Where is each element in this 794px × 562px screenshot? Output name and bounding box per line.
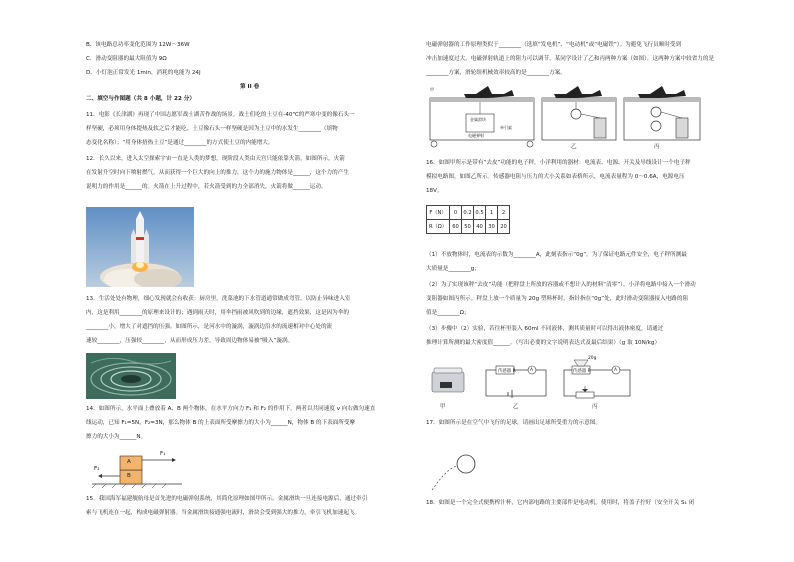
section-title: 第 II 卷 xyxy=(240,84,260,90)
q16-line-3: 18V。 xyxy=(426,188,443,194)
q13-line-1: 13．生活处处有物理，细心发现就会有收获：厨房里，洗菜池的下水管道通常做成弯管，以防止异味进入室 xyxy=(86,296,351,302)
force-resistance-table xyxy=(426,205,510,234)
ammeter-yi-label: A xyxy=(530,368,534,373)
fig15-jia-label: 甲 xyxy=(430,87,434,92)
q12-line-3: 说明力的作用是______的。火箭在上升过程中，若火箭受到的力全部消失，火箭将做______运动。 xyxy=(86,184,327,190)
table-cell: 30 xyxy=(486,220,498,234)
circuit-yi-sensor-label: 传感器 R xyxy=(498,369,516,374)
cup-mass-label: 20g xyxy=(588,356,597,361)
q12-line-2: 在发射升空时向下喷射燃气，从而获得一个巨大的向上的推力，这个力的施力物体是______，这个力的产生 xyxy=(86,170,349,176)
table-cell: 20 xyxy=(498,220,510,234)
fig15-slider-label: 金属滑块 xyxy=(470,117,486,122)
table-cell: 0.2 xyxy=(462,206,474,220)
fig16-yi-label: 乙 xyxy=(513,404,519,410)
q11-line-2: 样坚硬，必须用身体提热及软之后才能吃。土豆像石头一样坚硬是因为土豆中的水发生________（填物 xyxy=(86,126,338,132)
q16-line-2: 模拟电路图，如图乙所示。传感器电阻与压力的大小关系如表格所示，电流表量程为 0～0.6A，电源电压 xyxy=(426,174,685,180)
table-row xyxy=(427,220,510,234)
circuit-bing-sensor-label: 传感器 R xyxy=(573,369,591,374)
q14-line-1: 14．如图所示，水平面上叠放着 A、B 两个物体，在水平方向力 F₁ 和 F₂ 的作用下，两者以共同速度 v 向右做匀速直 xyxy=(86,406,376,412)
football-figure xyxy=(430,444,500,494)
ammeter-bing-label: A xyxy=(614,368,618,373)
catapult-figures xyxy=(426,84,706,156)
q15c-line-1: 电磁弹射器的工作原理类似于________（选填“发电机”、“电动机”或“电磁铁”）。为避免飞行员顺时受到 xyxy=(426,42,682,48)
table-cell: 0.5 xyxy=(474,206,486,220)
table-cell: 50 xyxy=(462,220,474,234)
blocks-figure xyxy=(92,448,182,488)
force-f2-label: F₂ xyxy=(94,466,100,472)
fig15-yi-label: 乙 xyxy=(571,144,577,150)
q16-2-line-1: （2）为了实现该秤“去皮”功能（把秤盘上所放的容器或不想计入的材料“清零”）。小洋将电路中接入一个滑动 xyxy=(426,282,696,288)
q16-2-line-2: 变阻器如图丙所示。秤盘上放一个质量为 20g 塑料杯时，指针指在“0g”处，此时滑动变阻器接入电路的阻 xyxy=(426,296,689,302)
q14-line-2: 线运动，已知 F₁=5N，F₂=3N，那么物体 B 的上表面所受摩擦力的大小为______N，物体 B 的下表面所受摩 xyxy=(86,420,356,426)
table-cell: 2 xyxy=(498,206,510,220)
fig16-bing-label: 丙 xyxy=(592,404,598,410)
q14-line-3: 擦力的大小为______N。 xyxy=(86,434,147,440)
option-c: C．滑动变阻器的最大阻值为 9Ω xyxy=(86,56,167,62)
q16-3-line-2: 推理计算所测的最大密度值______。（写出必要的文字说明表达式及最后结果）（g 取 10N/kg） xyxy=(426,340,661,346)
q16-line-1: 16．如图甲所示是带有“去皮”功能的电子秤，小洋利用的器材：电流表、电源、开关及导线设计一个电子秤 xyxy=(426,160,691,166)
fig15-bing-label: 丙 xyxy=(654,144,660,150)
q16-2-line-3: 值是________Ω； xyxy=(426,310,470,316)
option-b: B．该电路总功率变化范围为 12W～36W xyxy=(86,42,190,48)
table-head-f: F（N） xyxy=(427,206,450,220)
q11-line-3: 态变化名称）；“用身体捂热土豆”是通过________的方式使土豆的内能增大。 xyxy=(86,140,274,146)
table-cell: 1 xyxy=(486,206,498,220)
force-f1-label: F₁ xyxy=(160,451,166,457)
table-head-r: R（Ω） xyxy=(427,220,450,234)
q16-1-line-1: （1）不放物体时，电流表的示数为________A，此刻表指示“0g”。为了保证电路元件安全，电子秤所测最 xyxy=(426,252,687,258)
whirlpool-photo xyxy=(86,353,176,399)
q12-line-1: 12．长久以来，进入太空探索宇宙一直是人类的梦想，现阶段人类由天宫只能依靠火箭。如图所示，火箭 xyxy=(86,156,345,162)
question-17: 17．如图所示是在空气中飞行的足球，请画出足球所受重力的示意图。 xyxy=(426,420,601,426)
rocket-photo xyxy=(86,207,194,287)
q15c-line-2: 冲击加速度过大，电磁弹射轨道上的阻力可以调节，某同学设计了乙和丙两种方案（如图），这两种方案中较省力的是 xyxy=(426,56,715,62)
table-cell: 40 xyxy=(474,220,486,234)
table-row xyxy=(427,206,510,220)
q13-line-4: 速较________，压强较________，从而形成压力差，导致周边物体易被“吸入”漩涡。 xyxy=(86,338,294,344)
fig16-jia-label: 甲 xyxy=(440,404,446,410)
block-b-label: B xyxy=(127,473,131,479)
q15-line-2: 索与飞机连在一起，构成电磁弹射器。当金属滑块接通强电流时，滑块会受到强大的推力，牵引飞机加速起飞。 xyxy=(86,510,361,516)
question-18: 18．如图是一个完全式便携榨汁杯，它内部电路的主要部件是电动机。使用时，将盖子拧好（安全开关 S₁ 闭 xyxy=(426,500,695,506)
part2-title: 二、填空与作图题（共 8 小题，计 22 分） xyxy=(86,96,195,102)
q15-line-1: 15．我国海军福建舰航母是首先进的电磁弹射系统，其简化原理如图甲所示。金属滑块一旦连接电源后，通过牵引 xyxy=(86,496,368,502)
q16-1-line-2: 大质量是________g； xyxy=(426,266,480,272)
q15c-line-3: ________方案，滑轮组机械效率较高的是________方案。 xyxy=(426,70,566,76)
option-d: D．小灯泡正常发光 1min，消耗的电能为 24J xyxy=(86,70,201,76)
scale-circuit-figures xyxy=(426,356,636,406)
table-cell: 0 xyxy=(450,206,462,220)
q13-line-3: ________小，增大了对遮挡的压强。如图所示，是河水中的漩涡，漩涡边沿水的流速相对中心处的流 xyxy=(86,324,333,330)
q11-line-1: 11．电影《长津湖》再现了中国志愿军战士湖苦作战的场景。战士们吃的土豆在-40℃的严寒中变的像石头一 xyxy=(86,112,355,118)
fig15-rope-label: 牵引索 xyxy=(500,125,512,130)
block-a-label: A xyxy=(127,459,131,465)
table-cell: 60 xyxy=(450,220,462,234)
q16-3-line-1: （3）步骤中（2）实验，若往杯里装入 60ml 不同液体，测其质量时可以得出液体密度，请通过 xyxy=(426,326,664,332)
q13-line-2: 内，这是利用________的原理来设计的；遇到雨天时，用伞挡雨被风吹到的边缘，遮挡效果，这是因为伞的 xyxy=(86,310,349,316)
fig15-rail-label: 电磁弹射 xyxy=(468,133,484,138)
